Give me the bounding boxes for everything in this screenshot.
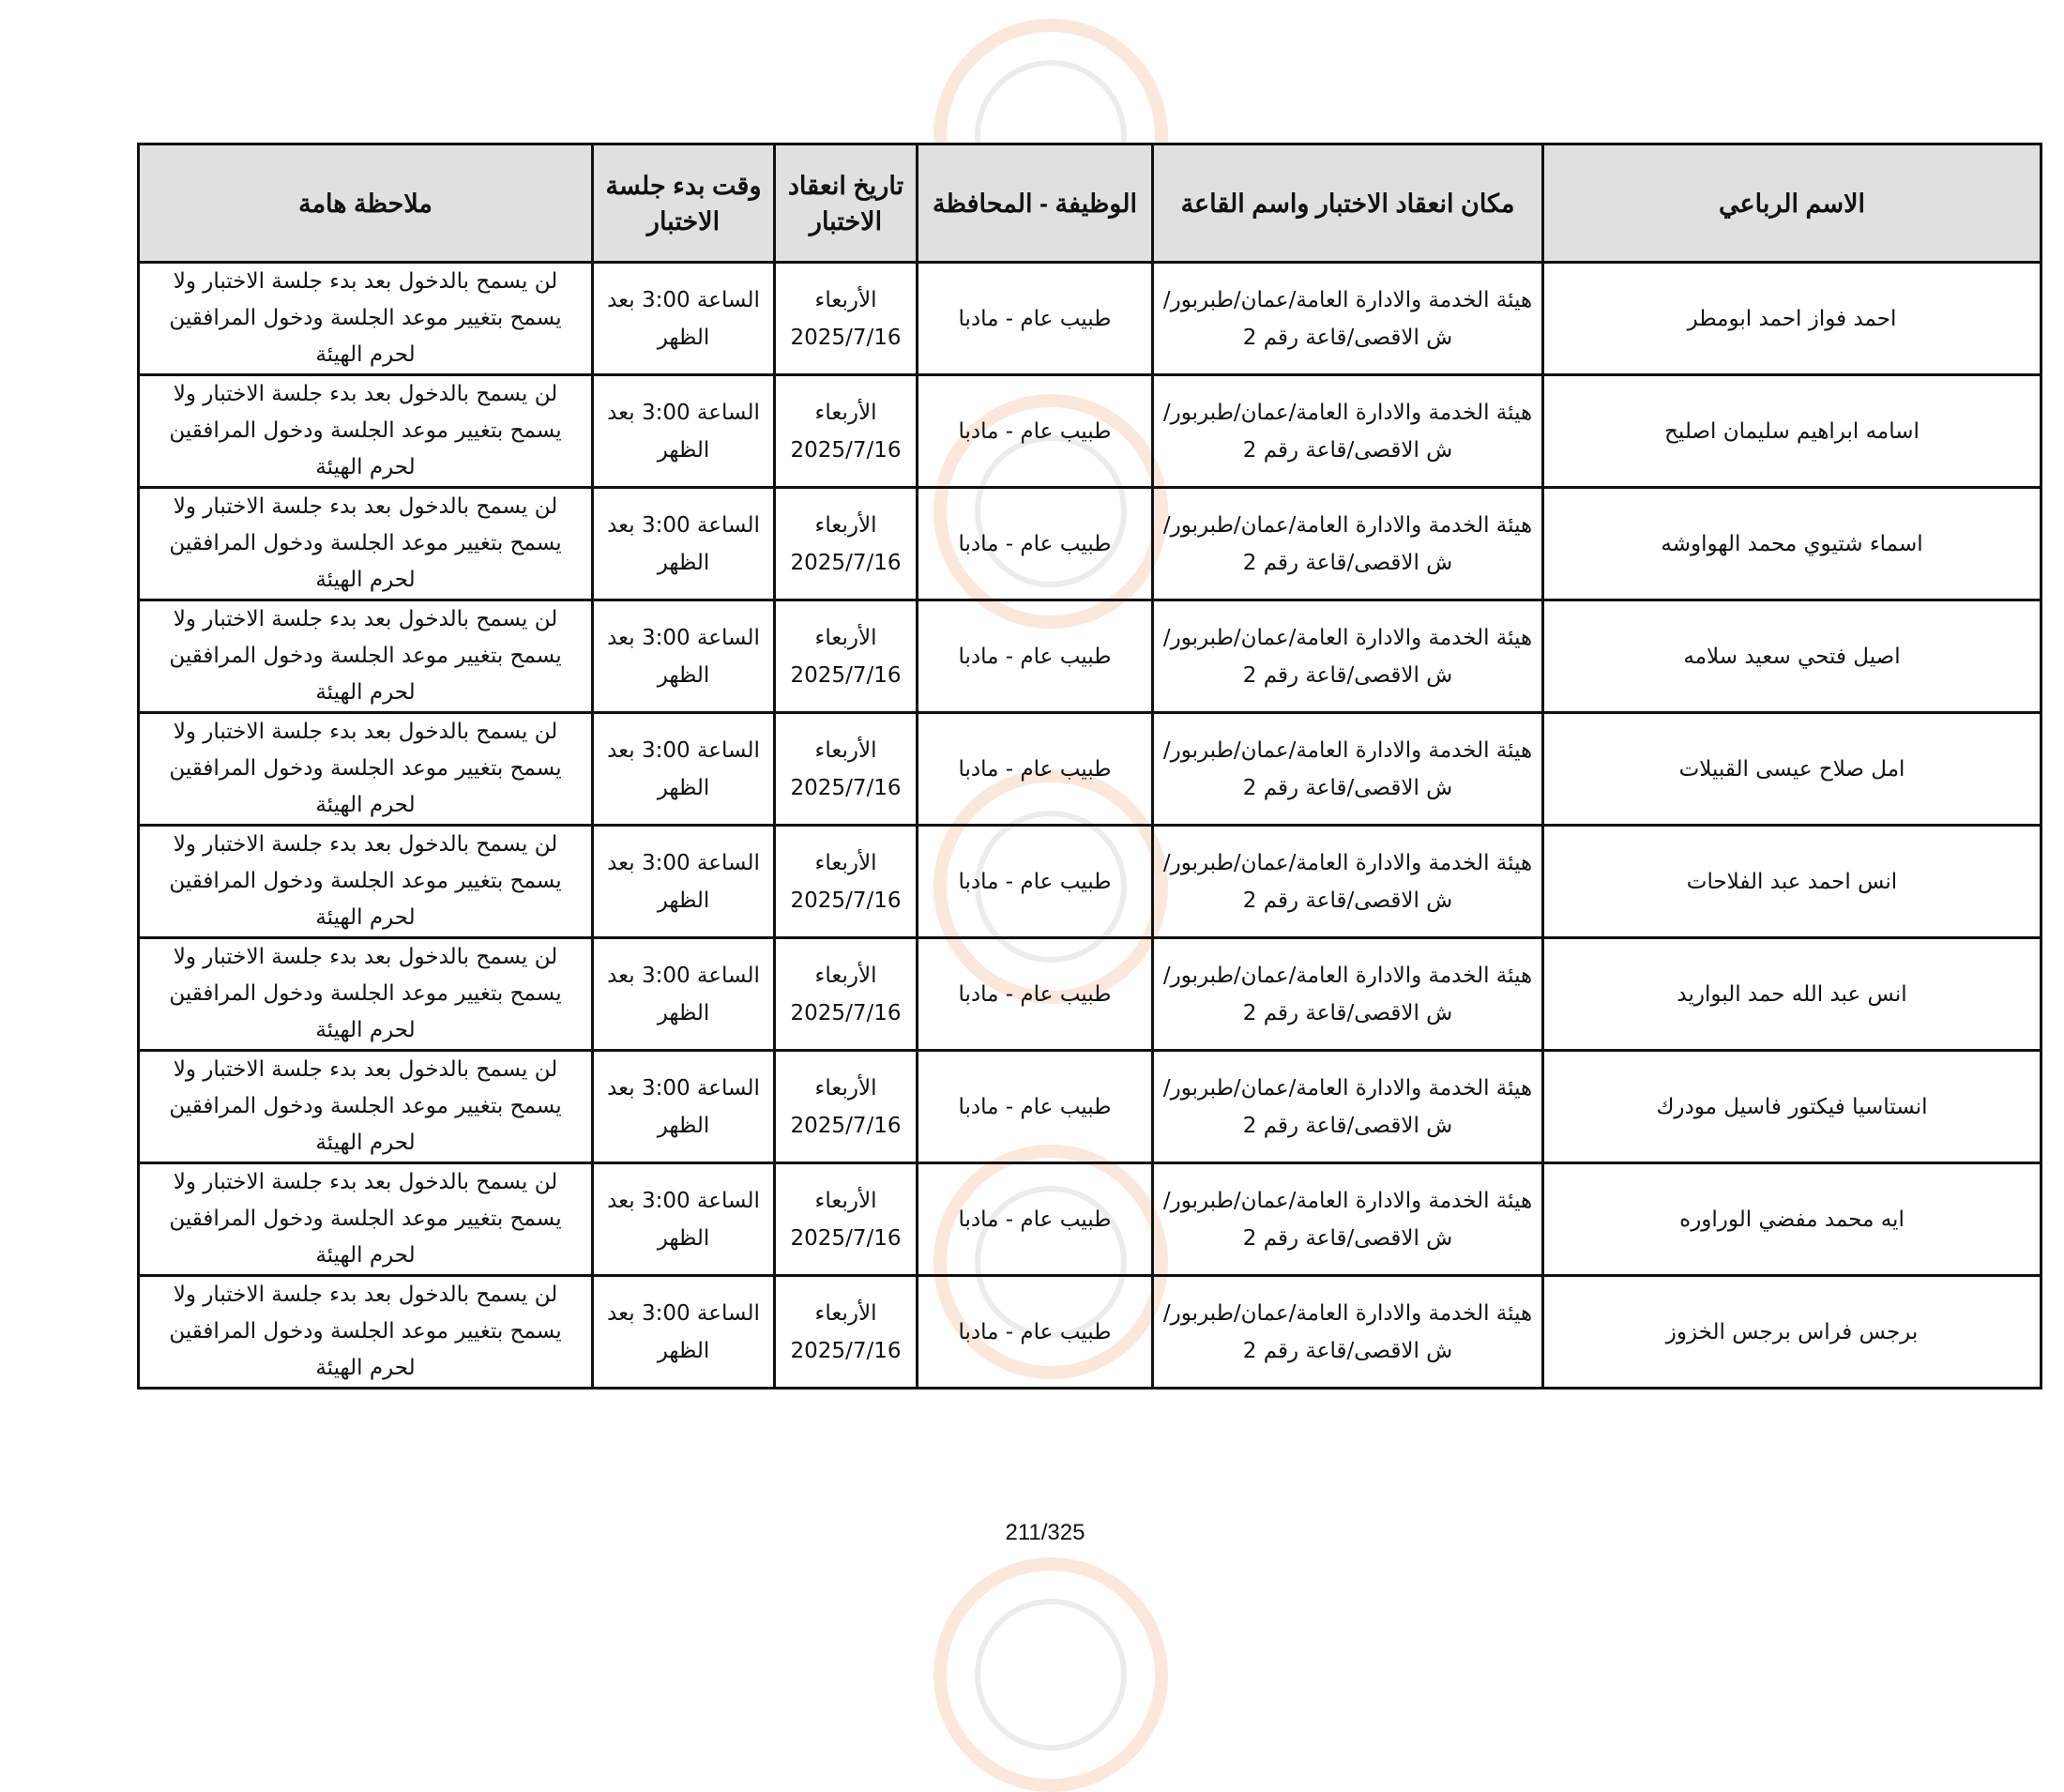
- table-row: [139, 1051, 2041, 1163]
- cell-date: الأربعاء 2025/7/16: [775, 600, 918, 713]
- cell-place: هيئة الخدمة والادارة العامة/عمان/طبربور/ش الاقصى/قاعة رقم 2: [1153, 713, 1543, 826]
- cell-place: هيئة الخدمة والادارة العامة/عمان/طبربور/ش الاقصى/قاعة رقم 2: [1153, 488, 1543, 600]
- cell-note: لن يسمح بالدخول بعد بدء جلسة الاختبار ولا يسمح بتغيير موعد الجلسة ودخول المرافقين لحرم الهيئة: [139, 1163, 593, 1276]
- cell-place: هيئة الخدمة والادارة العامة/عمان/طبربور/ش الاقصى/قاعة رقم 2: [1153, 938, 1543, 1051]
- cell-name: اصيل فتحي سعيد سلامه: [1543, 600, 2041, 713]
- exam-schedule-table: [137, 143, 2042, 1390]
- cell-date: الأربعاء 2025/7/16: [775, 1163, 918, 1276]
- cell-place: هيئة الخدمة والادارة العامة/عمان/طبربور/ش الاقصى/قاعة رقم 2: [1153, 826, 1543, 938]
- table-row: [139, 488, 2041, 600]
- cell-time: الساعة 3:00 بعد الظهر: [593, 1163, 775, 1276]
- cell-name: احمد فواز احمد ابومطر: [1543, 263, 2041, 375]
- cell-job: طبيب عام - مادبا: [918, 1051, 1153, 1163]
- cell-name: اسماء شتيوي محمد الهواوشه: [1543, 488, 2041, 600]
- cell-date: الأربعاء 2025/7/16: [775, 263, 918, 375]
- cell-note: لن يسمح بالدخول بعد بدء جلسة الاختبار ولا يسمح بتغيير موعد الجلسة ودخول المرافقين لحرم الهيئة: [139, 1276, 593, 1389]
- cell-name: ايه محمد مفضي الوراوره: [1543, 1163, 2041, 1276]
- cell-name: اسامه ابراهيم سليمان اصليح: [1543, 375, 2041, 488]
- cell-job: طبيب عام - مادبا: [918, 600, 1153, 713]
- cell-note: لن يسمح بالدخول بعد بدء جلسة الاختبار ولا يسمح بتغيير موعد الجلسة ودخول المرافقين لحرم الهيئة: [139, 488, 593, 600]
- cell-job: طبيب عام - مادبا: [918, 1276, 1153, 1389]
- cell-time: الساعة 3:00 بعد الظهر: [593, 375, 775, 488]
- cell-date: الأربعاء 2025/7/16: [775, 938, 918, 1051]
- table-row: [139, 375, 2041, 488]
- cell-note: لن يسمح بالدخول بعد بدء جلسة الاختبار ولا يسمح بتغيير موعد الجلسة ودخول المرافقين لحرم الهيئة: [139, 600, 593, 713]
- cell-place: هيئة الخدمة والادارة العامة/عمان/طبربور/ش الاقصى/قاعة رقم 2: [1153, 1051, 1543, 1163]
- header-name: الاسم الرباعي: [1543, 144, 2041, 263]
- table-row: [139, 600, 2041, 713]
- cell-job: طبيب عام - مادبا: [918, 713, 1153, 826]
- cell-name: انس احمد عبد الفلاحات: [1543, 826, 2041, 938]
- header-note: ملاحظة هامة: [139, 144, 593, 263]
- table-header-row: [139, 144, 2041, 263]
- page-number: 211/325: [1005, 1520, 1085, 1545]
- cell-time: الساعة 3:00 بعد الظهر: [593, 1051, 775, 1163]
- cell-note: لن يسمح بالدخول بعد بدء جلسة الاختبار ولا يسمح بتغيير موعد الجلسة ودخول المرافقين لحرم الهيئة: [139, 263, 593, 375]
- table-row: [139, 938, 2041, 1051]
- cell-name: امل صلاح عيسى القبيلات: [1543, 713, 2041, 826]
- header-job: الوظيفة - المحافظة: [918, 144, 1153, 263]
- cell-time: الساعة 3:00 بعد الظهر: [593, 600, 775, 713]
- cell-date: الأربعاء 2025/7/16: [775, 713, 918, 826]
- cell-name: انس عبد الله حمد البواريد: [1543, 938, 2041, 1051]
- cell-place: هيئة الخدمة والادارة العامة/عمان/طبربور/ش الاقصى/قاعة رقم 2: [1153, 600, 1543, 713]
- header-date: تاريخ انعقاد الاختبار: [775, 144, 918, 263]
- cell-job: طبيب عام - مادبا: [918, 826, 1153, 938]
- table-row: [139, 1276, 2041, 1389]
- cell-job: طبيب عام - مادبا: [918, 1163, 1153, 1276]
- cell-job: طبيب عام - مادبا: [918, 263, 1153, 375]
- table-row: [139, 713, 2041, 826]
- cell-place: هيئة الخدمة والادارة العامة/عمان/طبربور/ش الاقصى/قاعة رقم 2: [1153, 375, 1543, 488]
- cell-time: الساعة 3:00 بعد الظهر: [593, 1276, 775, 1389]
- cell-date: الأربعاء 2025/7/16: [775, 1051, 918, 1163]
- cell-note: لن يسمح بالدخول بعد بدء جلسة الاختبار ولا يسمح بتغيير موعد الجلسة ودخول المرافقين لحرم الهيئة: [139, 1051, 593, 1163]
- cell-time: الساعة 3:00 بعد الظهر: [593, 938, 775, 1051]
- cell-date: الأربعاء 2025/7/16: [775, 1276, 918, 1389]
- cell-place: هيئة الخدمة والادارة العامة/عمان/طبربور/ش الاقصى/قاعة رقم 2: [1153, 1276, 1543, 1389]
- table-row: [139, 263, 2041, 375]
- header-place: مكان انعقاد الاختبار واسم القاعة: [1153, 144, 1543, 263]
- cell-job: طبيب عام - مادبا: [918, 488, 1153, 600]
- watermark-clock-logo: [933, 1557, 1168, 1792]
- cell-note: لن يسمح بالدخول بعد بدء جلسة الاختبار ولا يسمح بتغيير موعد الجلسة ودخول المرافقين لحرم الهيئة: [139, 826, 593, 938]
- cell-place: هيئة الخدمة والادارة العامة/عمان/طبربور/ش الاقصى/قاعة رقم 2: [1153, 263, 1543, 375]
- cell-place: هيئة الخدمة والادارة العامة/عمان/طبربور/ش الاقصى/قاعة رقم 2: [1153, 1163, 1543, 1276]
- cell-note: لن يسمح بالدخول بعد بدء جلسة الاختبار ولا يسمح بتغيير موعد الجلسة ودخول المرافقين لحرم الهيئة: [139, 713, 593, 826]
- cell-time: الساعة 3:00 بعد الظهر: [593, 488, 775, 600]
- cell-time: الساعة 3:00 بعد الظهر: [593, 713, 775, 826]
- cell-name: انستاسيا فيكتور فاسيل مودرك: [1543, 1051, 2041, 1163]
- cell-date: الأربعاء 2025/7/16: [775, 375, 918, 488]
- header-time: وقت بدء جلسة الاختبار: [593, 144, 775, 263]
- table-row: [139, 1163, 2041, 1276]
- cell-job: طبيب عام - مادبا: [918, 375, 1153, 488]
- cell-date: الأربعاء 2025/7/16: [775, 826, 918, 938]
- cell-note: لن يسمح بالدخول بعد بدء جلسة الاختبار ولا يسمح بتغيير موعد الجلسة ودخول المرافقين لحرم الهيئة: [139, 375, 593, 488]
- table-row: [139, 826, 2041, 938]
- cell-time: الساعة 3:00 بعد الظهر: [593, 263, 775, 375]
- cell-time: الساعة 3:00 بعد الظهر: [593, 826, 775, 938]
- cell-date: الأربعاء 2025/7/16: [775, 488, 918, 600]
- cell-note: لن يسمح بالدخول بعد بدء جلسة الاختبار ولا يسمح بتغيير موعد الجلسة ودخول المرافقين لحرم الهيئة: [139, 938, 593, 1051]
- cell-job: طبيب عام - مادبا: [918, 938, 1153, 1051]
- cell-name: برجس فراس برجس الخزوز: [1543, 1276, 2041, 1389]
